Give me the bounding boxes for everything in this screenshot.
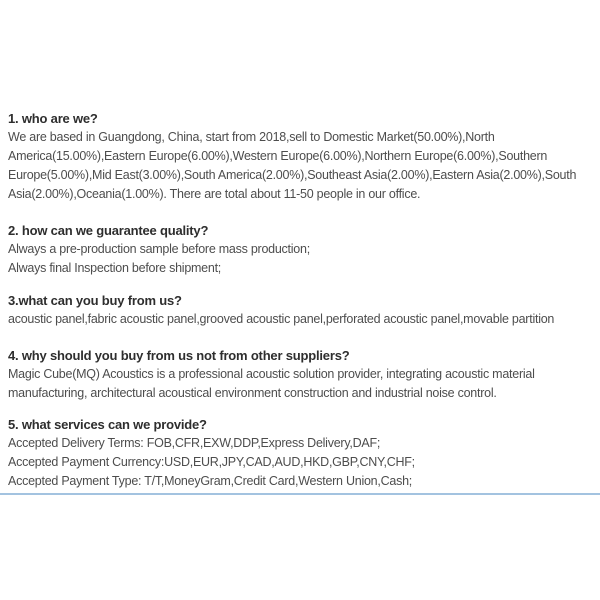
faq-answer-line: Magic Cube(MQ) Acoustics is a professional acoustic solution provider, integrating acoustic material <box>8 367 535 381</box>
faq-question: 1. who are we? <box>8 111 98 126</box>
section-divider <box>0 493 600 495</box>
faq-question: 2. how can we guarantee quality? <box>8 223 209 238</box>
faq-answer-line: America(15.00%),Eastern Europe(6.00%),Western Europe(6.00%),Northern Europe(6.00%),Southern <box>8 149 548 163</box>
faq-section <box>8 346 596 403</box>
faq-answer-line: Always a pre-production sample before mass production; <box>8 242 310 256</box>
faq-question: 3.what can you buy from us? <box>8 293 182 308</box>
faq-section <box>8 415 596 491</box>
faq-answer-line: Asia(2.00%),Oceania(1.00%). There are total about 11-50 people in our office. <box>8 187 421 201</box>
faq-question: 4. why should you buy from us not from other suppliers? <box>8 348 350 363</box>
faq-answer-line: We are based in Guangdong, China, start from 2018,sell to Domestic Market(50.00%),North <box>8 130 495 144</box>
faq-content <box>8 109 596 491</box>
faq-section <box>8 291 596 329</box>
faq-answer-line: Accepted Payment Type: T/T,MoneyGram,Credit Card,Western Union,Cash; <box>8 474 413 488</box>
faq-answer-line: Always final Inspection before shipment; <box>8 261 222 275</box>
faq-section <box>8 221 596 278</box>
faq-answer-line: Accepted Payment Currency:USD,EUR,JPY,CAD,AUD,HKD,GBP,CNY,CHF; <box>8 455 415 469</box>
faq-question: 5. what services can we provide? <box>8 417 207 432</box>
faq-section <box>8 109 596 204</box>
faq-answer-line: Europe(5.00%),Mid East(3.00%),South America(2.00%),Southeast Asia(2.00%),Eastern Asia(2.00%),South <box>8 168 577 182</box>
faq-answer-line: manufacturing, architectural acoustical environment construction and industrial noise control. <box>8 386 497 400</box>
faq-answer-line: acoustic panel,fabric acoustic panel,grooved acoustic panel,perforated acoustic panel,movable partition <box>8 312 555 326</box>
faq-answer-line: Accepted Delivery Terms: FOB,CFR,EXW,DDP,Express Delivery,DAF; <box>8 436 381 450</box>
